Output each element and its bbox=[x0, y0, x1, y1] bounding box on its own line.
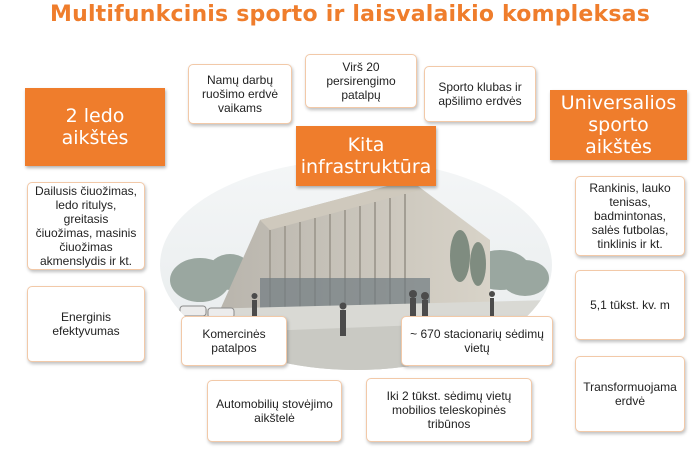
other-item-changing-rooms: Virš 20 persirengimo patalpų bbox=[305, 54, 417, 108]
universal-item-transformable: Transformuojama erdvė bbox=[575, 356, 685, 432]
category-universal-courts: Universalios sporto aikštės bbox=[550, 90, 687, 160]
ice-item-sports: Dailusis čiuožimas, ledo ritulys, greitasis čiuožimas, masinis čiuožimas akmenslydis ir kt. bbox=[27, 182, 145, 270]
other-item-stationary-seats: ~ 670 stacionarių sėdimų vietų bbox=[401, 316, 553, 366]
category-other-infrastructure: Kita infrastruktūra bbox=[296, 126, 436, 186]
other-item-sports-club: Sporto klubas ir apšilimo erdvės bbox=[424, 66, 536, 122]
other-item-parking: Automobilių stovėjimo aikštelė bbox=[207, 380, 342, 442]
category-ice-rinks: 2 ledo aikštės bbox=[25, 88, 165, 166]
other-item-commercial: Komercinės patalpos bbox=[181, 316, 287, 366]
page-title: Multifunkcinis sporto ir laisvalaikio kompleksas bbox=[49, 2, 650, 27]
universal-item-area: 5,1 tūkst. kv. m bbox=[575, 270, 685, 340]
other-item-homework: Namų darbų ruošimo erdvė vaikams bbox=[188, 64, 292, 124]
ice-item-energy: Energinis efektyvumas bbox=[27, 286, 145, 362]
universal-item-sports: Rankinis, lauko tenisas, badmintonas, salės futbolas, tinklinis ir kt. bbox=[575, 176, 685, 256]
other-item-telescopic-stands: Iki 2 tūkst. sėdimų vietų mobilios teleskopinės tribūnos bbox=[366, 378, 532, 442]
